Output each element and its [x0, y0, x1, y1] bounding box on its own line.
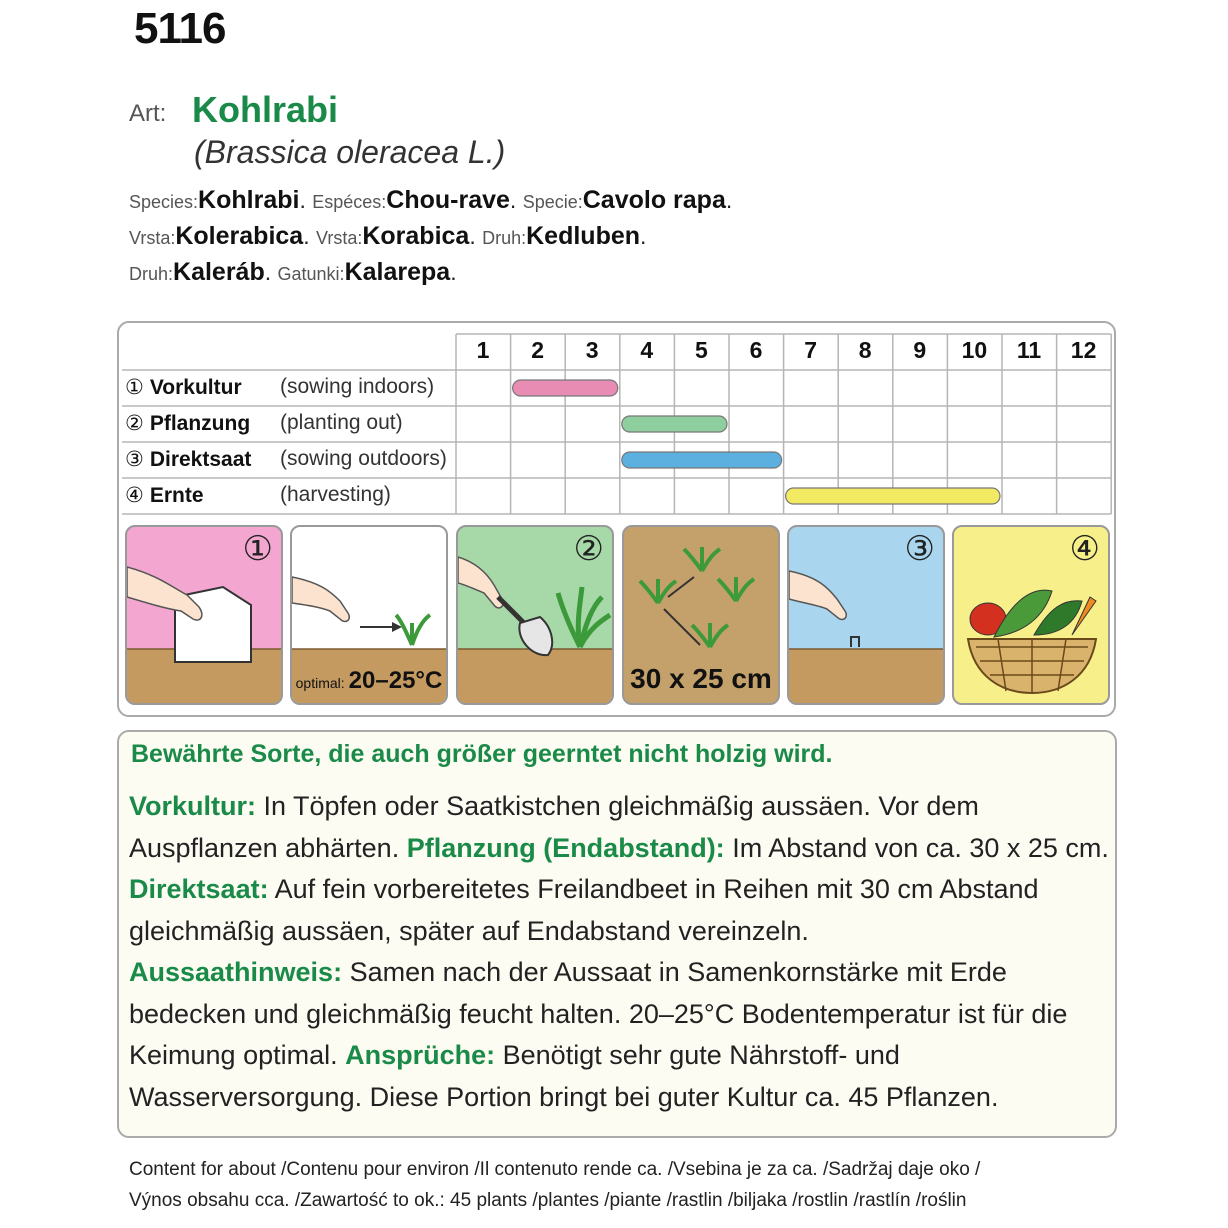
row-number: ③: [125, 448, 144, 471]
species-lang-label: Espéces:: [312, 192, 387, 212]
species-lang-label: Vrsta:: [315, 228, 363, 248]
species-name: Kolerabica: [175, 222, 304, 250]
pflanzung-text: Im Abstand von ca. 30 x 25 cm.: [724, 832, 1109, 863]
species-name: Kaleráb: [173, 258, 265, 286]
row-subtitle: (sowing outdoors): [280, 447, 447, 470]
month-label: 10: [961, 337, 988, 363]
month-label: 9: [913, 337, 927, 363]
pictogram-tile-5: [787, 525, 945, 705]
row-name: Vorkultur: [149, 376, 242, 399]
month-label: 1: [476, 337, 490, 363]
pictogram-tile-1: [125, 525, 283, 705]
month-label: 3: [585, 337, 599, 363]
calendar-bar-pflanzung: [622, 416, 727, 432]
direktsaat-label: Direktsaat:: [129, 874, 269, 904]
species-lang-label: Vrsta:: [129, 228, 176, 248]
latin-name: (Brassica oleracea L.): [194, 134, 506, 170]
calendar-row-pflanzung: [125, 411, 403, 436]
species-lang-label: Druh:: [129, 264, 174, 284]
row-subtitle: (planting out): [280, 411, 403, 434]
species-separator: .: [509, 187, 523, 213]
species-lang-label: Gatunki:: [277, 264, 345, 284]
species-name: Kohlrabi: [198, 186, 300, 214]
month-label: 8: [858, 337, 872, 363]
ansprueche-text: Benötigt sehr gute Nährstoff- und Wasserversorgung. Diese Portion bringt bei guter Kultur ca. 45 Pflanzen.: [129, 1040, 999, 1112]
pictogram-tile-4: [622, 525, 780, 705]
tile-caption: [624, 663, 778, 695]
species-name: Kalarepa: [344, 258, 451, 286]
species-separator: .: [264, 259, 278, 285]
species-separator: .: [469, 223, 483, 249]
vorkultur-text: In Töpfen oder Saatkistchen gleichmäßig aussäen. Vor dem Auspflanzen abhärten.: [129, 791, 979, 863]
row-name: Pflanzung: [149, 412, 251, 435]
month-label: 12: [1070, 337, 1097, 363]
row-name: Ernte: [149, 484, 204, 507]
species-separator: .: [725, 187, 733, 213]
month-label: 7: [804, 337, 817, 363]
tile-label: 20–25°C: [348, 667, 443, 694]
calendar-row-vorkultur: [125, 375, 435, 400]
direktsaat-text: Auf fein vorbereitetes Freilandbeet in Reihen mit 30 cm Abstand gleichmäßig aussäen, später auf Endabstand vereinzeln.: [129, 874, 1039, 946]
row-number: ②: [125, 412, 144, 435]
pictogram-tile-3: [456, 525, 614, 705]
species-name: Cavolo rapa: [582, 186, 726, 214]
ansprueche-label: Ansprüche:: [345, 1040, 496, 1070]
month-label: 4: [640, 337, 654, 363]
content-info: [129, 1154, 1119, 1216]
info-headline: Bewährte Sorte, die auch größer geerntet nicht holzig wird.: [131, 740, 833, 768]
month-label: 6: [749, 337, 763, 363]
info-text: [129, 786, 1114, 1118]
row-subtitle: (sowing indoors): [280, 375, 435, 398]
species-separator: .: [640, 223, 647, 249]
row-number: ④: [125, 484, 144, 507]
species-separator: .: [303, 223, 316, 249]
calendar-bar-vorkultur: [513, 380, 618, 396]
pflanzung-label: Pflanzung (Endabstand):: [406, 832, 725, 863]
tile-label-prefix: optimal:: [295, 675, 345, 691]
species-separator: .: [299, 187, 313, 213]
species-lang-label: Species:: [129, 192, 199, 212]
content-line-2: Výnos obsahu cca. /Zawartość to ok.: 45 plants /plantes /piante /rastlin /biljaka /rostlin /rastlín /roślin: [129, 1190, 967, 1211]
calendar-row-ernte: [125, 483, 391, 508]
species-lang-label: Specie:: [522, 192, 583, 212]
step-badge: ②: [573, 530, 604, 568]
calendar-row-direktsaat: [125, 447, 447, 472]
product-code: 5116: [134, 4, 226, 53]
calendar-bar-ernte: [786, 488, 1000, 504]
pictogram-tile-2: [290, 525, 448, 705]
tile-label: 30 x 25 cm: [630, 663, 772, 694]
species-name: Korabica: [362, 222, 470, 250]
row-subtitle: (harvesting): [280, 483, 391, 506]
aussaat-text: Samen nach der Aussaat in Samenkornstärke mit Erde bedecken und gleichmäßig feucht halten. 20–25°C Bodentemperatur ist für die Keimung optimal.: [129, 957, 1068, 1070]
tile-caption: [292, 667, 446, 695]
month-label: 2: [531, 337, 544, 363]
step-badge: ①: [242, 530, 273, 568]
content-line-1: Content for about /Contenu pour environ /Il contenuto rende ca. /Vsebina je za ca. /Sadržaj daje oko /: [129, 1159, 981, 1180]
species-separator: .: [450, 259, 457, 285]
row-number: ①: [125, 376, 144, 399]
art-label: Art:: [129, 100, 167, 127]
pictogram-tile-6: [952, 525, 1110, 705]
species-name: Chou-rave: [386, 186, 510, 214]
month-label: 5: [694, 337, 708, 363]
step-badge: ③: [904, 530, 935, 568]
row-name: Direktsaat: [149, 448, 252, 471]
step-badge: ④: [1069, 530, 1100, 568]
aussaat-label: Aussaathinweis:: [129, 957, 343, 987]
vorkultur-label: Vorkultur:: [129, 791, 256, 821]
species-lang-label: Druh:: [482, 228, 527, 248]
month-label: 11: [1016, 337, 1042, 363]
calendar-bar-direktsaat: [622, 452, 782, 468]
variety-name: Kohlrabi: [192, 89, 339, 130]
species-name: Kedluben: [526, 222, 641, 250]
